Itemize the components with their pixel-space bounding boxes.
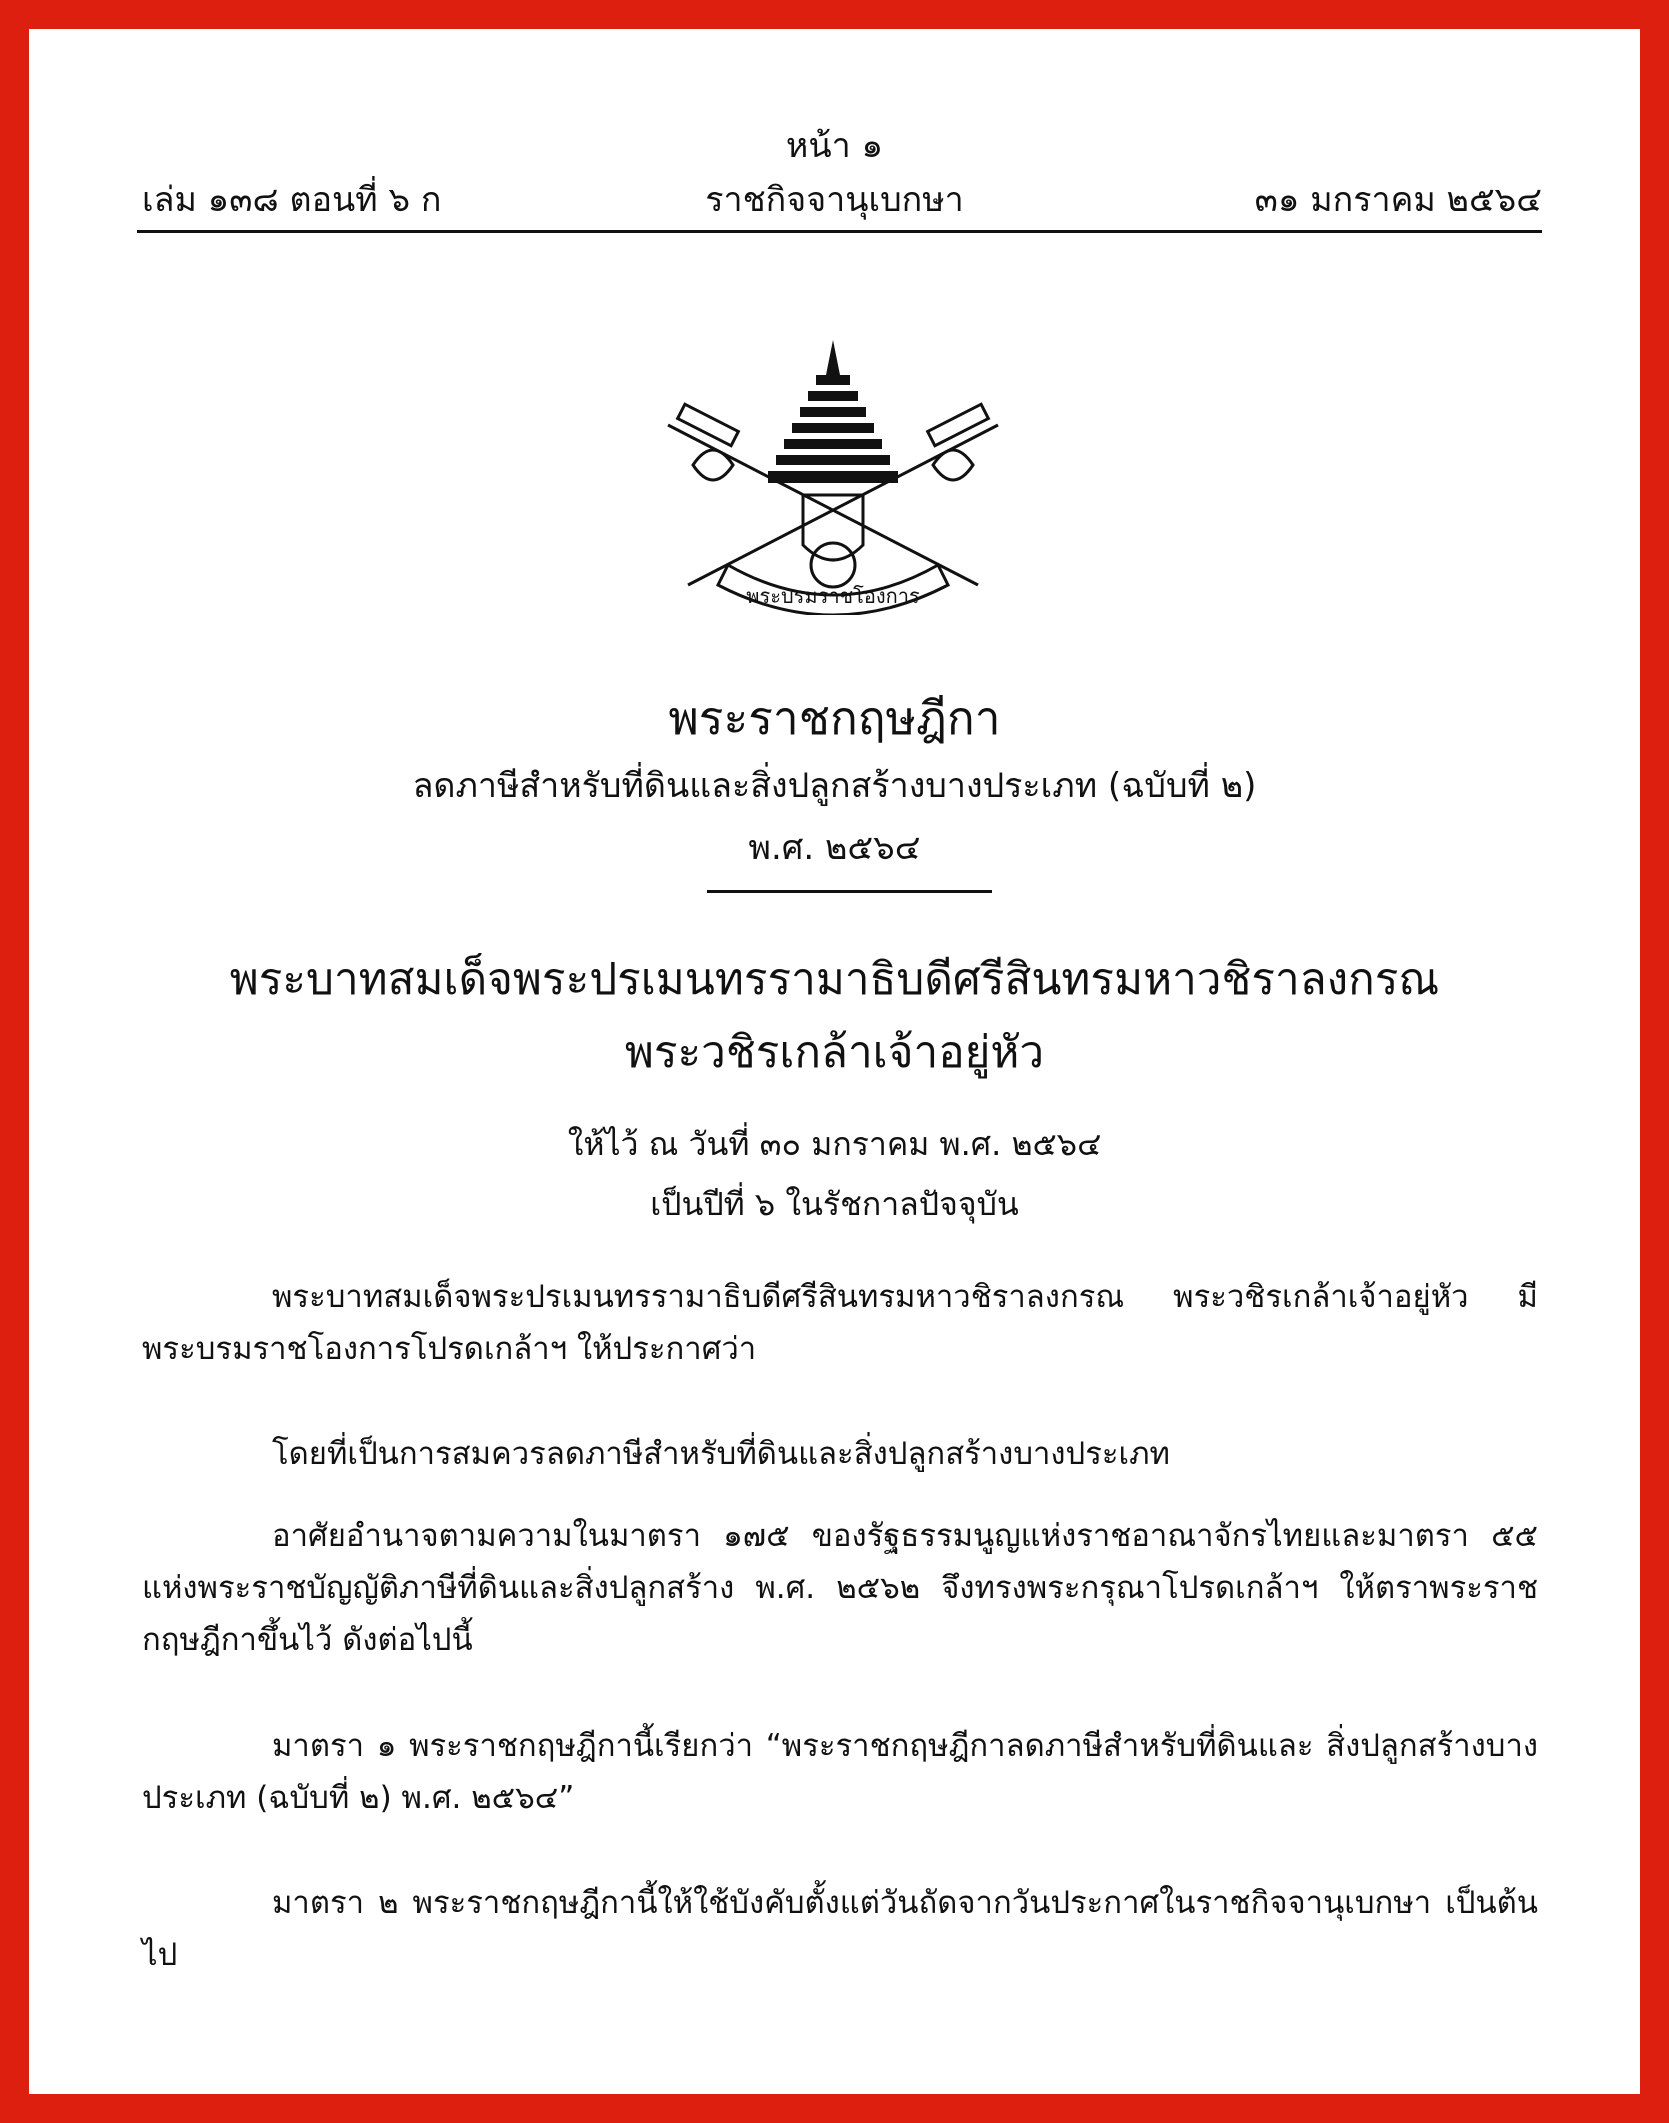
reign-year: เป็นปีที่ ๖ ในรัชกาลปัจจุบัน <box>650 1185 1019 1223</box>
king-name-line-2: พระวชิรเกล้าเจ้าอยู่หัว <box>624 1027 1045 1078</box>
paragraph-preamble: พระบาทสมเด็จพระปรเมนทรรามาธิบดีศรีสินทรมหาวชิราลงกรณ พระวชิรเกล้าเจ้าอยู่หัว มีพระบรมราชโองการโปรดเกล้าฯ ให้ประกาศว่า <box>142 1279 1538 1367</box>
given-date: ให้ไว้ ณ วันที่ ๓๐ มกราคม พ.ศ. ๒๕๖๔ <box>567 1125 1102 1163</box>
page-number: หน้า ๑ <box>785 126 884 166</box>
section-2: มาตรา ๒ พระราชกฤษฎีกานี้ให้ใช้บังคับตั้งแต่วันถัดจากวันประกาศในราชกิจจานุเบกษา เป็นต้นไป <box>142 1885 1538 1973</box>
volume-issue: เล่ม ๑๓๘ ตอนที่ ๖ ก <box>142 180 442 220</box>
publication-date: ๓๑ มกราคม ๒๕๖๔ <box>1254 180 1542 220</box>
section-1: มาตรา ๑ พระราชกฤษฎีกานี้เรียกว่า “พระราชกฤษฎีกาลดภาษีสำหรับที่ดินและ สิ่งปลูกสร้างบางประเภท (ฉบับที่ ๒) พ.ศ. ๒๕๖๔” <box>142 1728 1538 1816</box>
royal-seal-emblem-icon <box>658 335 1008 615</box>
paragraph-reason: โดยที่เป็นการสมควรลดภาษีสำหรับที่ดินและสิ่งปลูกสร้างบางประเภท <box>272 1436 1170 1472</box>
title-rule <box>707 890 992 893</box>
paragraph-authority: อาศัยอำนาจตามความในมาตรา ๑๗๕ ของรัฐธรรมนูญแห่งราชอาณาจักรไทยและมาตรา ๕๕ แห่งพระราชบัญญัติภาษีที่ดินและสิ่งปลูกสร้าง พ.ศ. ๒๕๖๒ จึงทรงพระกรุณาโปรดเกล้าฯ ให้ตราพระราชกฤษฎีกาขึ้นไว้ ดังต่อไปนี้ <box>142 1518 1538 1658</box>
publication-name: ราชกิจจานุเบกษา <box>705 180 964 220</box>
seal-text: พระบรมราชโองการ <box>746 584 920 608</box>
decree-subtitle: ลดภาษีสำหรับที่ดินและสิ่งปลูกสร้างบางประเภท (ฉบับที่ ๒) <box>412 766 1257 806</box>
header-rule <box>137 230 1542 233</box>
decree-title: พระราชกฤษฎีกา <box>668 691 1001 745</box>
king-name-line-1: พระบาทสมเด็จพระปรเมนทรรามาธิบดีศรีสินทรมหาวชิราลงกรณ <box>229 954 1440 1005</box>
decree-year: พ.ศ. ๒๕๖๔ <box>748 828 921 868</box>
